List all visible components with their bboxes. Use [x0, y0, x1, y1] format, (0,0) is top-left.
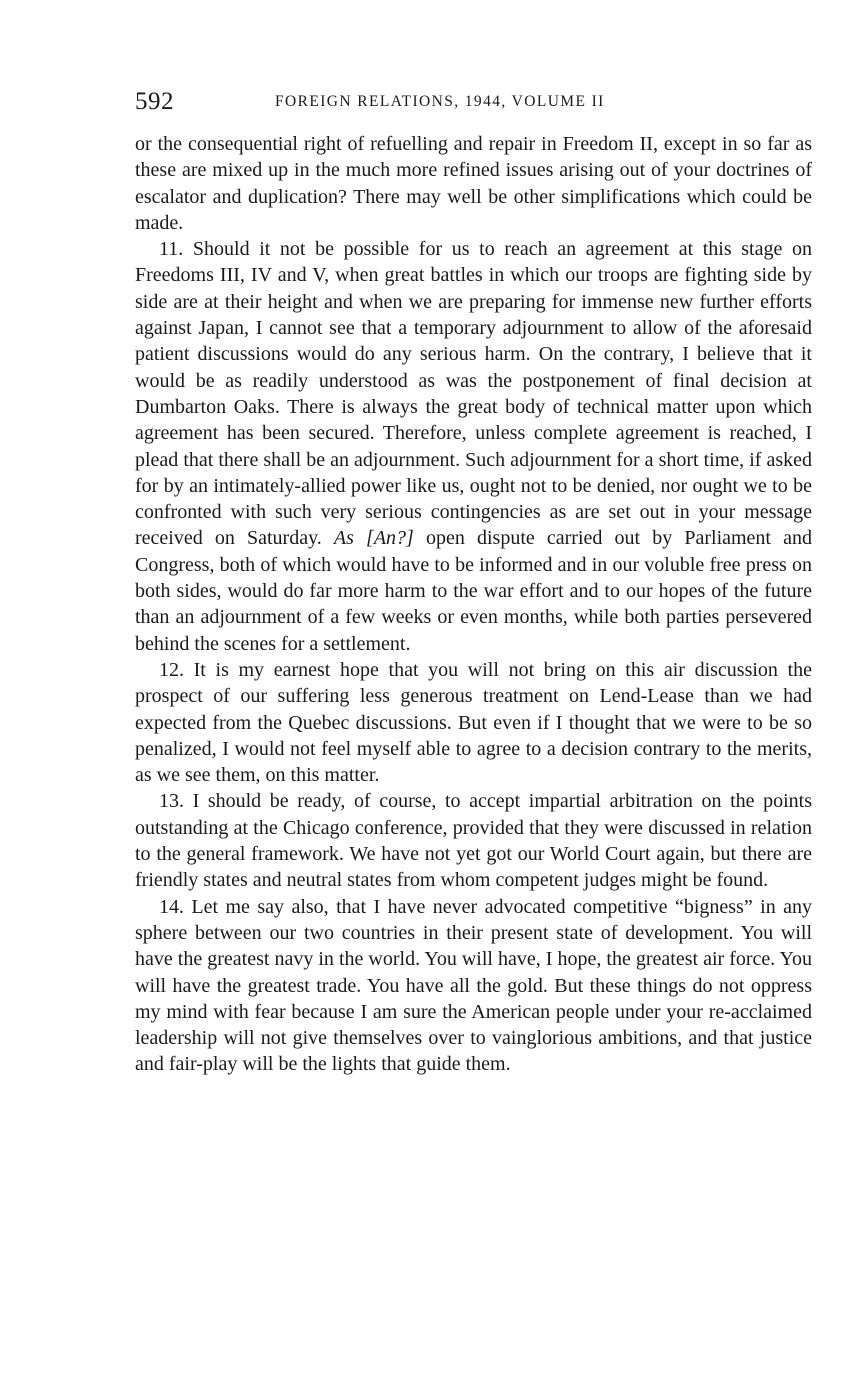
page-header: [135, 88, 815, 118]
paragraph-11-text: 11. Should it not be possible for us to reach an agreement at this stage on Freedoms III, IV and V, when great battles in which our troops are fighting side by side are at their height and when we are preparing for immense new further efforts against Japan, I cannot see that a temporary adjournment to allow of the aforesaid patient discussions would do any serious harm. On the contrary, I believe that it would be as readily understood as was the postponement of final decision at Dumbarton Oaks. There is always the great body of technical matter upon which agreement has been secured. Therefore, unless complete agreement is reached, I plead that there shall be an adjournment. Such adjournment for a short time, if asked for by an intimately-allied power like us, ought not to be denied, nor ought we to be confronted with such very serious contingencies as are set out in your message received on Saturday.: [135, 238, 812, 550]
paragraph-continuation: or the consequential right of refuelling and repair in Freedom II, except in so far as these are mixed up in the much more refined issues arising out of your doctrines of escalator and duplication? There may well be other simplifications which could be made.: [135, 133, 812, 234]
paragraph-11-text-after: open dispute carried out by Parliament and Congress, both of which would have to be informed and in our voluble free press on both sides, would do far more harm to the war effort and to our hopes of the future than an adjournment of a few weeks or even months, while both parties persevered behind the scenes for a settlement.: [135, 527, 813, 655]
paragraph-11-bracket-note: As [An?]: [333, 527, 414, 550]
paragraph-13: 13. I should be ready, of course, to accept impartial arbitration on the points outstanding at the Chicago conference, provided that they were discussed in relation to the general framework. We have not yet got our World Court again, but there are friendly states and neutral states from whom competent judges might be found.: [135, 790, 812, 892]
body-text: [135, 131, 812, 1078]
running-head: FOREIGN RELATIONS, 1944, VOLUME II: [275, 93, 605, 110]
paragraph-11: [135, 236, 812, 657]
paragraph-14: 14. Let me say also, that I have never advocated competitive “bigness” in any sphere between our two countries in their present state of development. You will have the greatest navy in the world. You will have, I hope, the greatest air force. You will have the greatest trade. You have all the gold. But these things do not oppress my mind with fear because I am sure the American people under your re-acclaimed leadership will not give themselves over to vainglorious ambitions, and that justice and fair-play will be the lights that guide them.: [135, 895, 812, 1076]
page-number: 592: [135, 88, 174, 115]
paragraph-12: 12. It is my earnest hope that you will not bring on this air discussion the prospect of our suffering less generous treatment on Lend-Lease than we had expected from the Quebec discussions. But even if I thought that we were to be so penalized, I would not feel myself able to agree to a decision contrary to the merits, as we see them, on this matter.: [135, 658, 812, 787]
